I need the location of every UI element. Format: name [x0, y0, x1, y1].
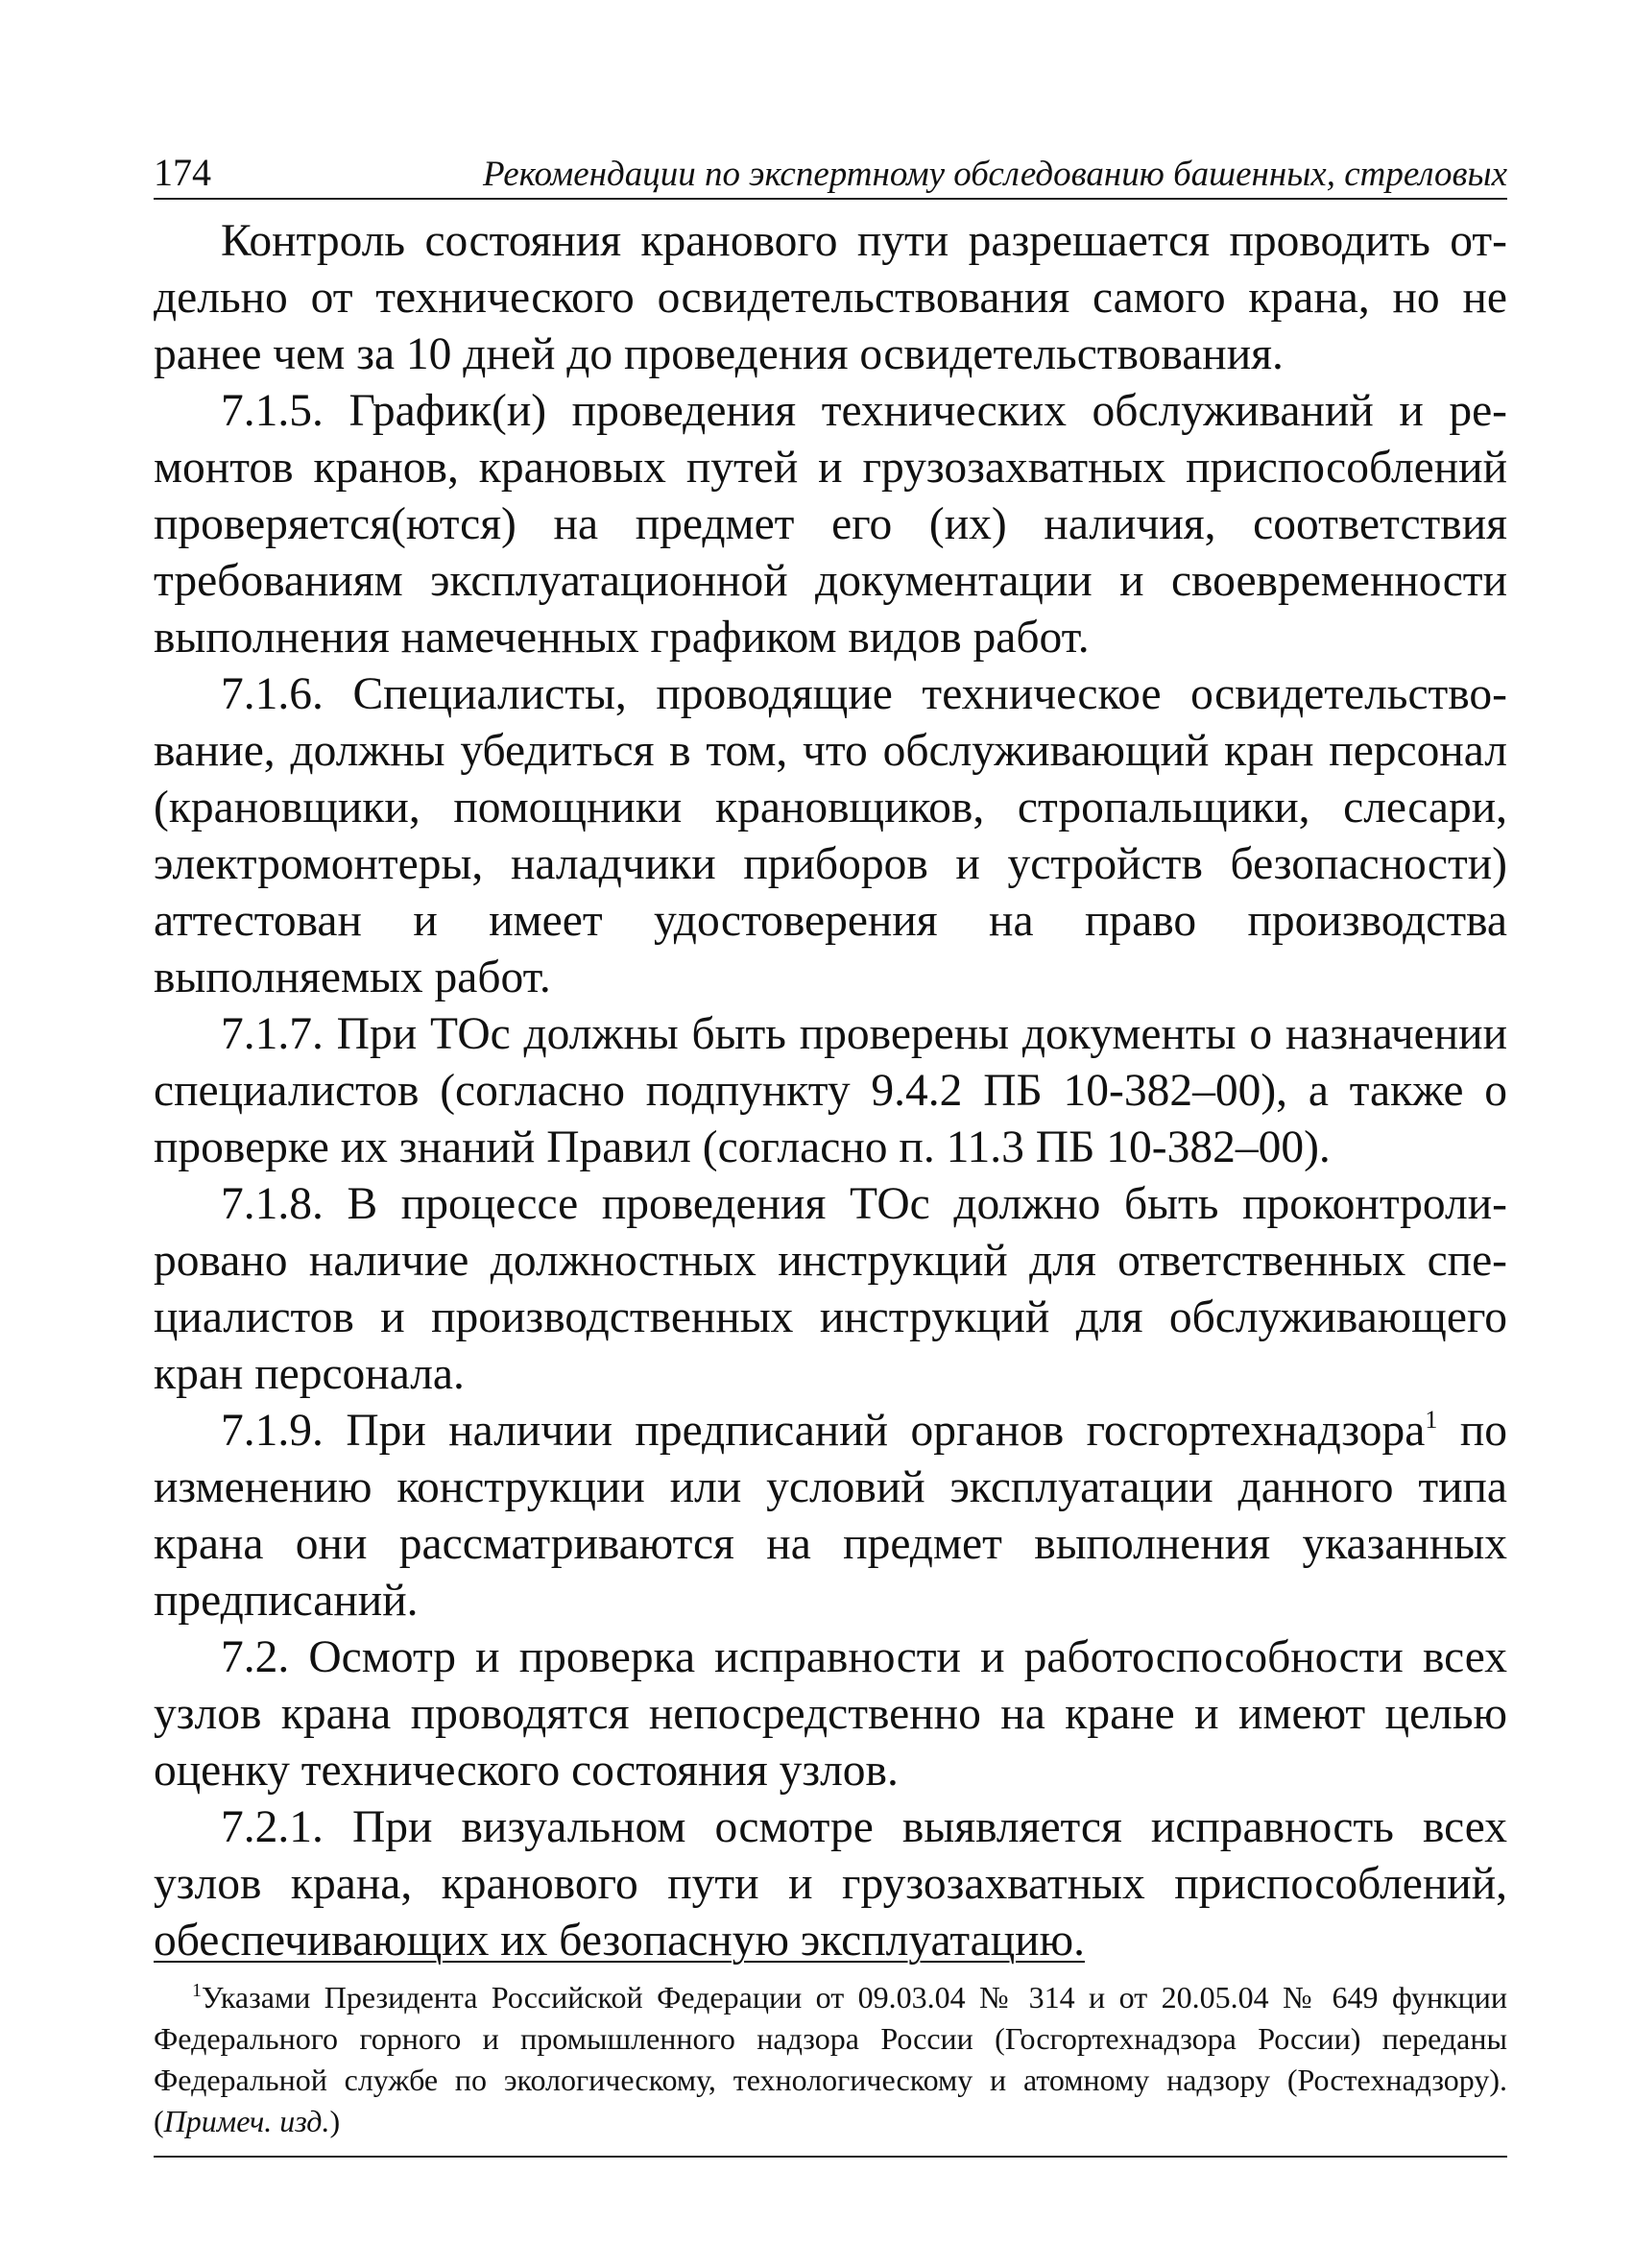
- paragraph-7-1-9: [154, 1403, 1507, 1629]
- paragraph-7-2-1-underlined: обеспечивающих их безопасную эксплуатацию.: [154, 1916, 1085, 1966]
- paragraph-7-1-9-rest: по изменению конструкции или условий эксплуатации данного типа крана они рассматриваются на предмет выполнения указанных предписаний.: [154, 1406, 1507, 1626]
- body-text: [154, 213, 1507, 1969]
- document-page: [154, 144, 1507, 2158]
- paragraph-7-1-7: 7.1.7. При ТОс должны быть проверены документы о назначении специалистов (согласно подпункту 9.4.2 ПБ 10-382–00), а также о проверке их знаний Правил (согласно п. 11.3 ПБ 10-382–00).: [154, 1009, 1507, 1172]
- footnote-reference: 1: [1425, 1406, 1438, 1434]
- paragraph-7-1-6: 7.1.6. Специалисты, проводящие техническое освидетельствование, должны убедиться в том, что обслуживающий кран персонал (крановщики, помощники крановщиков, стропальщики, слесари, электромонтеры, наладчики приборов и устройств безопасности) аттестован и имеет удостоверения на право производства выполняемых работ.: [154, 669, 1507, 1002]
- footnote-text: [154, 1977, 1507, 2142]
- footnote: [154, 1977, 1507, 2142]
- paragraph-7-1-5: 7.1.5. График(и) проведения технических обслуживаний и ремонтов кранов, крановых путей и грузозахватных приспособлений проверяется(ются) на предмет его (их) наличия, соответствия требованиям эксплуатационной документации и своевременности выполнения намеченных графиком видов работ.: [154, 386, 1507, 663]
- paragraph-crane-track-control: Контроль состояния кранового пути разрешается проводить отдельно от технического освидетельствования самого крана, но не ранее чем за 10 дней до проведения освидетельствования.: [154, 216, 1507, 379]
- footnote-marker: 1: [192, 1980, 202, 2001]
- paragraph-7-2-1-lead: 7.2.1. При визуальном осмотре выявляется исправность всех узлов крана, кранового пути и грузозахватных приспособлений,: [154, 1802, 1507, 1909]
- bottom-rule: [154, 2156, 1507, 2158]
- paragraph-7-1-9-lead: 7.1.9. При наличии предписаний органов госгортехнадзора: [221, 1406, 1426, 1456]
- page-number: 174: [154, 151, 211, 194]
- paragraph-7-1-8: 7.1.8. В процессе проведения ТОс должно быть проконтролировано наличие должностных инструкций для ответственных специалистов и производственных инструкций для обслуживающего кран персонала.: [154, 1179, 1507, 1399]
- footnote-editor-note: Примеч. изд.: [163, 2104, 330, 2138]
- footnote-body: Указами Президента Российской Федерации от 09.03.04 № 314 и от 20.05.04 № 649 функции Федерального горного и промышленного надзора России (Госгортехнадзора России) переданы Федеральной службе по экологическому, технологическому и атомному надзору (Ростехнадзору). (: [154, 1980, 1507, 2138]
- paragraph-7-2: 7.2. Осмотр и проверка исправности и работоспособности всех узлов крана проводятся непосредственно на кране и имеют целью оценку технического состояния узлов.: [154, 1632, 1507, 1796]
- running-title: Рекомендации по экспертному обследованию башенных, стреловых: [482, 155, 1507, 194]
- footnote-closing: ): [329, 2104, 341, 2138]
- running-header: [154, 144, 1507, 200]
- paragraph-7-2-1: [154, 1799, 1507, 1969]
